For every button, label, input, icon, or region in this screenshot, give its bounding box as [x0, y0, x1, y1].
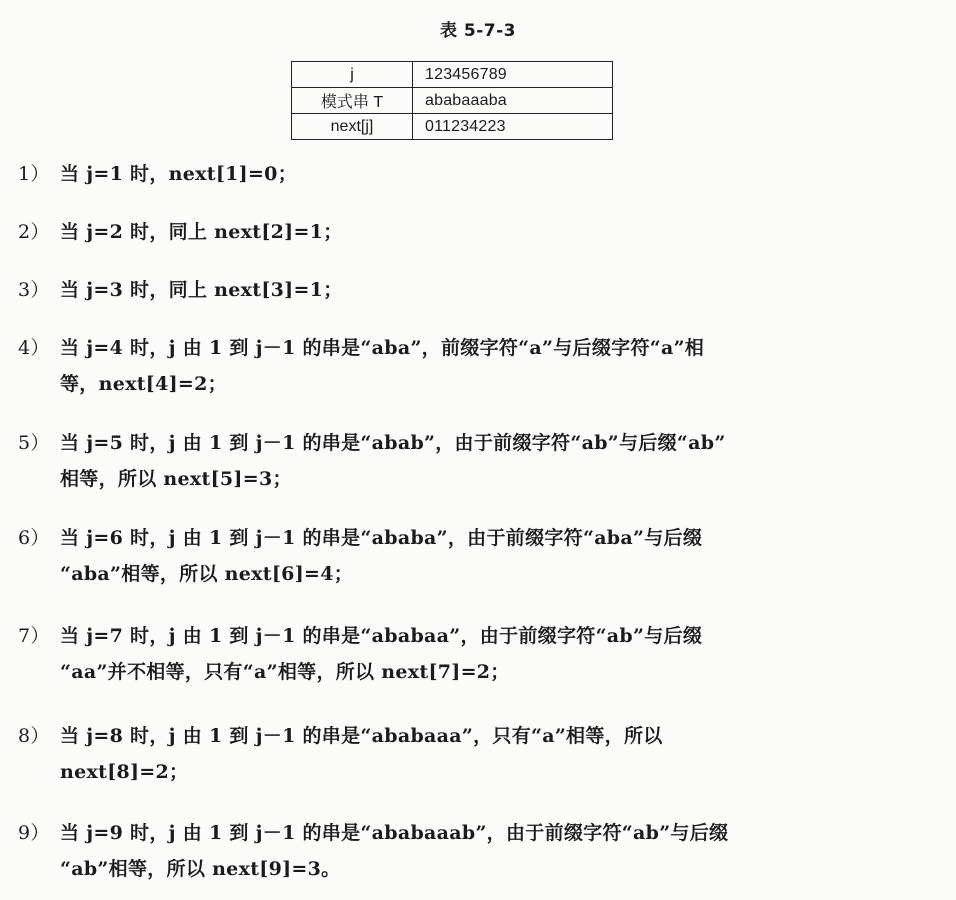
item-line — [18, 425, 943, 461]
row-label: j — [292, 62, 413, 88]
list-item — [18, 156, 943, 192]
table-row-pattern — [292, 88, 613, 114]
item-continuation: “aa”并不相等，只有“a”相等，所以 next[7]=2； — [60, 661, 510, 683]
item-line — [18, 718, 943, 754]
list-item — [18, 520, 943, 592]
list-item — [18, 214, 943, 250]
item-text: 当 j=3 时，同上 next[3]=1； — [60, 279, 343, 301]
item-line — [18, 618, 943, 654]
item-continuation: “ab”相等，所以 next[9]=3。 — [60, 858, 341, 880]
row-value: 123456789 — [413, 62, 613, 88]
item-number: 5） — [18, 432, 50, 454]
item-number: 4） — [18, 337, 50, 359]
item-line — [18, 815, 943, 851]
row-value: 011234223 — [413, 114, 613, 140]
item-number: 9） — [18, 822, 50, 844]
list-item — [18, 330, 943, 402]
item-text: 当 j=6 时，j 由 1 到 j－1 的串是“ababa”，由于前缀字符“aba”与后缀 — [60, 527, 703, 549]
item-continuation: “aba”相等，所以 next[6]=4； — [60, 563, 354, 585]
list-item — [18, 425, 943, 497]
table-row-next — [292, 114, 613, 140]
list-item — [18, 815, 943, 887]
next-table — [291, 61, 613, 140]
row-label: 模式串 T — [292, 88, 413, 114]
item-number: 3） — [18, 279, 50, 301]
table-row-j — [292, 62, 613, 88]
item-text: 当 j=7 时，j 由 1 到 j－1 的串是“ababaa”，由于前缀字符“ab”与后缀 — [60, 625, 703, 647]
item-text: 当 j=1 时，next[1]=0； — [60, 163, 297, 185]
item-number: 8） — [18, 725, 50, 747]
item-continuation: 相等，所以 next[5]=3； — [60, 468, 292, 490]
row-value: ababaaaba — [413, 88, 613, 114]
item-number: 7） — [18, 625, 50, 647]
item-number: 6） — [18, 527, 50, 549]
item-continuation: next[8]=2； — [60, 761, 189, 783]
item-number: 2） — [18, 221, 50, 243]
item-continuation: 等，next[4]=2； — [60, 373, 227, 395]
item-text: 当 j=8 时，j 由 1 到 j－1 的串是“ababaaa”，只有“a”相等，所以 — [60, 725, 663, 747]
item-line — [18, 272, 943, 308]
item-text: 当 j=2 时，同上 next[2]=1； — [60, 221, 343, 243]
list-item — [18, 718, 943, 790]
item-line — [18, 520, 943, 556]
table-title: 表 5-7-3 — [439, 21, 516, 41]
list-item — [18, 618, 943, 690]
item-line — [18, 156, 943, 192]
item-number: 1） — [18, 163, 50, 185]
item-text: 当 j=9 时，j 由 1 到 j－1 的串是“ababaaab”，由于前缀字符“ab”与后缀 — [60, 822, 729, 844]
item-line — [18, 330, 943, 366]
list-item — [18, 272, 943, 308]
item-text: 当 j=4 时，j 由 1 到 j－1 的串是“aba”，前缀字符“a”与后缀字符“a”相 — [60, 337, 705, 359]
item-line — [18, 214, 943, 250]
item-text: 当 j=5 时，j 由 1 到 j－1 的串是“abab”，由于前缀字符“ab”与后缀“ab” — [60, 432, 726, 454]
row-label: next[j] — [292, 114, 413, 140]
